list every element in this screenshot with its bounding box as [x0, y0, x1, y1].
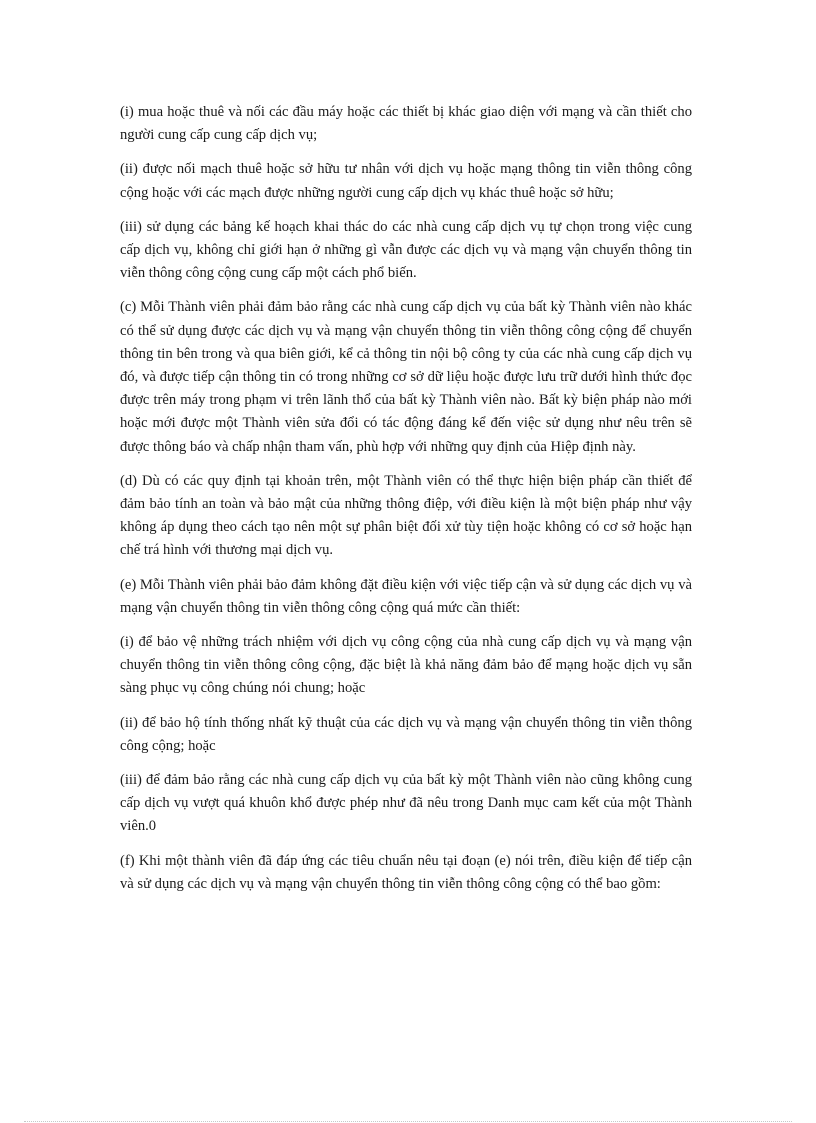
paragraph-d-security-measures: (d) Dù có các quy định tại khoản trên, một Thành viên có thể thực hiện biện pháp cần thiết để đảm bảo tính an toàn và bảo mật của những thông điệp, với điều kiện là một biện pháp như vậy không áp dụng theo cách tạo nên một sự phân biệt đối xử tùy tiện hoặc không có cơ sở hoặc hạn chế trá hình với thương mại dịch vụ. — [120, 472, 692, 559]
paragraph-i-purchase-terminals: (i) mua hoặc thuê và nối các đầu máy hoặc các thiết bị khác giao diện với mạng và cần thiết cho người cung cấp cung cấp dịch vụ; — [120, 104, 692, 144]
document-body — [120, 101, 692, 907]
page-bottom-divider — [24, 1121, 792, 1122]
paragraph-e-conditions-access: (e) Mỗi Thành viên phải bảo đảm không đặt điều kiện với việc tiếp cận và sử dụng các dịch vụ và mạng vận chuyển thông tin viễn thông công cộng quá mức cần thiết: — [120, 576, 692, 616]
paragraph-ii-leased-circuits: (ii) được nối mạch thuê hoặc sở hữu tư nhân với dịch vụ hoặc mạng thông tin viễn thông công cộng hoặc với các mạch được những người cung cấp dịch vụ khác thuê hoặc sở hữu; — [120, 161, 692, 201]
paragraph-e-ii-technical-integrity: (ii) để bảo hộ tính thống nhất kỹ thuật của các dịch vụ và mạng vận chuyển thông tin viễn thông công cộng; hoặc — [120, 714, 692, 754]
paragraph-e-i-public-service: (i) để bảo vệ những trách nhiệm với dịch vụ công cộng của nhà cung cấp dịch vụ và mạng vận chuyển thông tin viễn thông công cộng, đặc biệt là khả năng đảm bảo để mạng hoặc dịch vụ sẵn sàng phục vụ công chúng nói chung; hoặc — [120, 634, 692, 697]
paragraph-iii-operating-protocols: (iii) sử dụng các bảng kế hoạch khai thác do các nhà cung cấp dịch vụ tự chọn trong việc cung cấp dịch vụ, không chỉ giới hạn ở những gì vẫn được các dịch vụ và mạng vận chuyển thông tin viễn thông công cộng cung cấp một cách phổ biến. — [120, 218, 692, 282]
paragraph-e-iii-schedule-scope: (iii) để đảm bảo rằng các nhà cung cấp dịch vụ của bất kỳ một Thành viên nào cũng không cung cấp dịch vụ vượt quá khuôn khổ được phép như đã nêu trong Danh mục cam kết của một Thành viên.0 — [120, 772, 692, 835]
paragraph-f-conditions-include: (f) Khi một thành viên đã đáp ứng các tiêu chuẩn nêu tại đoạn (e) nói trên, điều kiện để tiếp cận và sử dụng các dịch vụ và mạng vận chuyển thông tin viễn thông công cộng có thể bao gồm: — [120, 852, 692, 892]
paragraph-c-information-transfer: (c) Mỗi Thành viên phải đảm bảo rằng các nhà cung cấp dịch vụ của bất kỳ Thành viên nào khác có thể sử dụng được các dịch vụ và mạng vận chuyển thông tin viễn thông công cộng để chuyển thông tin bên trong và qua biên giới, kể cả thông tin nội bộ công ty của các nhà cung cấp dịch vụ đó, và được tiếp cận thông tin có trong những cơ sở dữ liệu hoặc được lưu trữ dưới hình thức đọc được trên máy trong phạm vi trên lãnh thổ của bất kỳ Thành viên nào. Bất kỳ biện pháp nào mới hoặc mới được một Thành viên sửa đổi có tác động đáng kể đến việc sử dụng như nêu trên sẽ được thông báo và chấp nhận tham vấn, phù hợp với những quy định của Hiệp định này. — [120, 299, 692, 455]
